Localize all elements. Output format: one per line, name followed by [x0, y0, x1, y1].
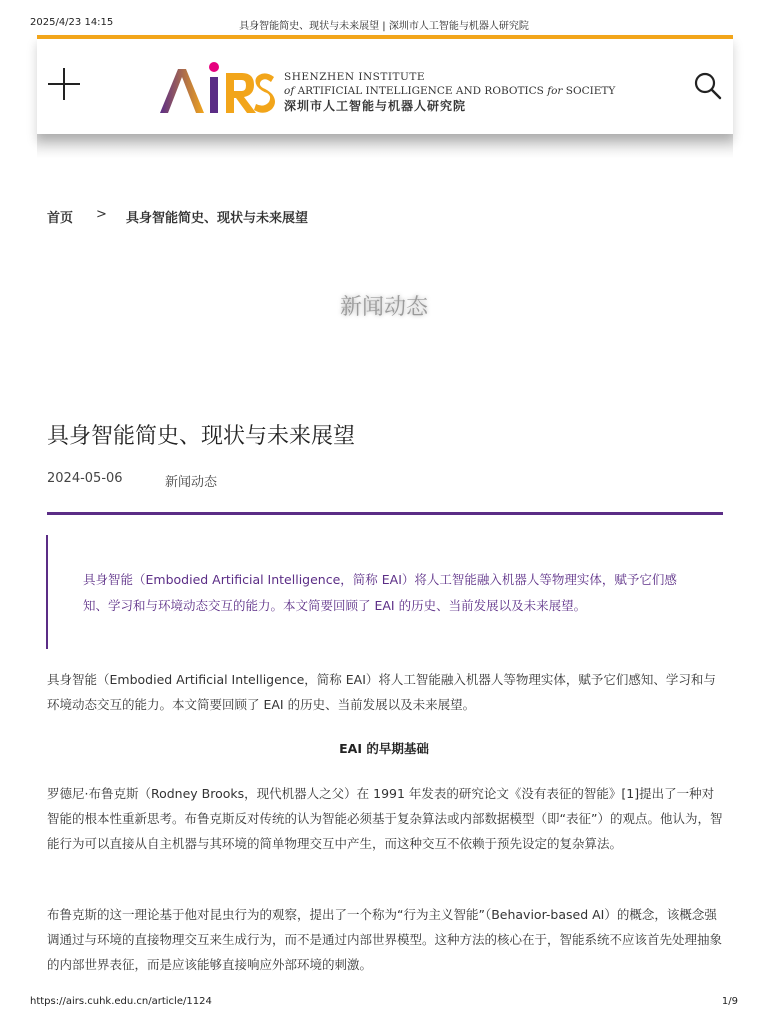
plus-menu-icon[interactable]: [47, 67, 81, 101]
print-url: https://airs.cuhk.edu.cn/article/1124: [30, 996, 212, 1007]
intro-paragraph: 具身智能（Embodied Artificial Intelligence，简称 EAI）将人工智能融入机器人等物理实体，赋予它们感知、学习和与环境动态交互的能力。本文简要回顾了 EAI 的历史、当前发展以及未来展望。: [47, 672, 716, 712]
site-header: [37, 35, 733, 134]
print-datetime: 2025/4/23 14:15: [30, 17, 114, 28]
print-header: [0, 17, 768, 33]
print-footer: [0, 996, 768, 1010]
print-page-title: 具身智能简史、现状与未来展望 | 深圳市人工智能与机器人研究院: [239, 21, 529, 32]
logo-text: [284, 71, 624, 114]
breadcrumb-home[interactable]: 首页: [47, 211, 74, 226]
article-date: 2024-05-06: [47, 471, 123, 486]
print-page-number: 1/9: [721, 996, 738, 1007]
body-paragraph-2: 布鲁克斯的这一理论基于他对昆虫行为的观察，提出了一个称为“行为主义智能”（Behavior-based AI）的概念，该概念强调通过与环境的直接物理交互来生成行为，而不是通过内部世界模型。这种方法的核心在于，智能系统不应该首先处理抽象的内部世界表征，而是应该能够直接响应外部环境的刺激。: [47, 907, 723, 972]
chevron-right-icon: >: [96, 207, 107, 222]
article-category[interactable]: 新闻动态: [165, 475, 218, 490]
title-divider: [47, 512, 723, 515]
airs-logo-mark: [158, 57, 276, 119]
logo-line3: 深圳市人工智能与机器人研究院: [284, 99, 467, 113]
body-paragraph-1: 罗德尼·布鲁克斯（Rodney Brooks，现代机器人之父）在 1991 年发表的研究论文《没有表征的智能》[1]提出了一种对智能的根本性重新思考。布鲁克斯反对传统的认为智能必须基于复杂算法或内部数据模型（即“表征”）的观点。他认为，智能行为可以直接从自主机器与其环境的简单物理交互中产生，而这种交互不依赖于预先设定的复杂算法。: [47, 786, 723, 851]
section-title: 新闻动态: [339, 295, 428, 320]
section-subheading: EAI 的早期基础: [339, 741, 429, 756]
article-summary-quote: [46, 535, 698, 649]
header-shadow: [37, 130, 733, 158]
airs-logo[interactable]: [158, 57, 618, 119]
article-title: 具身智能简史、现状与未来展望: [47, 424, 356, 449]
search-icon[interactable]: [693, 71, 723, 101]
breadcrumb-current[interactable]: 具身智能简史、现状与未来展望: [126, 211, 309, 226]
logo-line2: of ARTIFICIAL INTELLIGENCE AND ROBOTICS for SOCIETY: [284, 85, 616, 97]
logo-line1: SHENZHEN INSTITUTE: [284, 71, 426, 83]
quote-text: 具身智能（Embodied Artificial Intelligence，简称 EAI）将人工智能融入机器人等物理实体，赋予它们感知、学习和与环境动态交互的能力。本文简要回顾了 EAI 的历史、当前发展以及未来展望。: [83, 572, 677, 613]
